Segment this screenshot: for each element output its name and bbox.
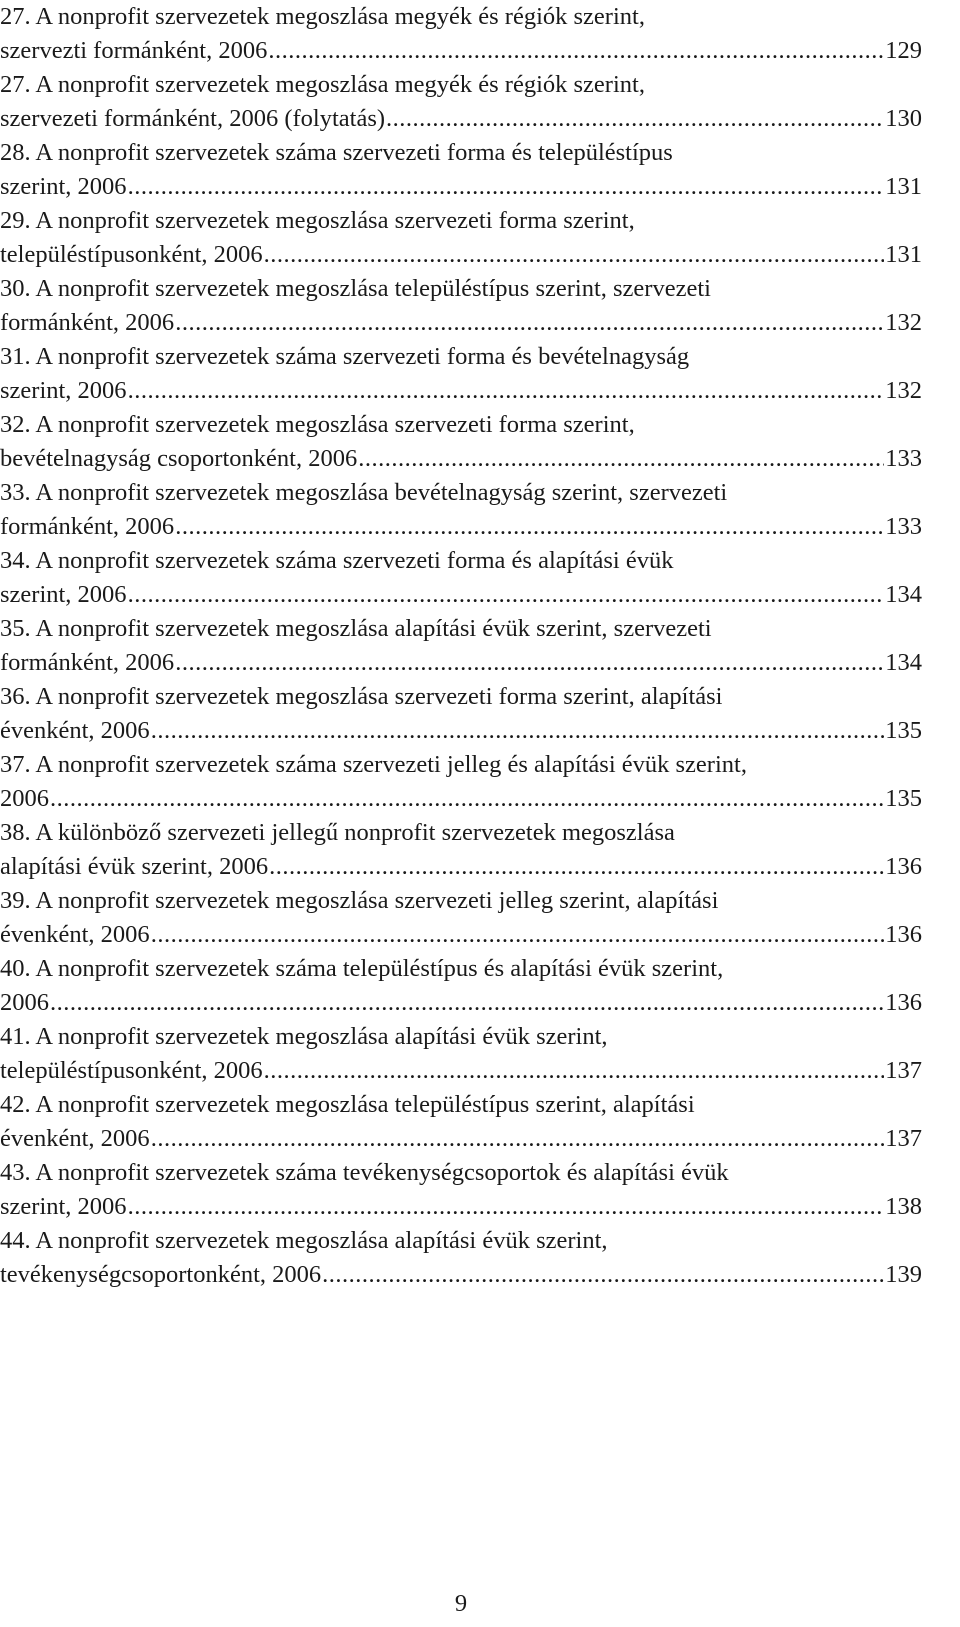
toc-entry-35[interactable] (0, 612, 922, 680)
toc-entry-31[interactable] (0, 340, 922, 408)
toc-entry-title: 44. A nonprofit szervezetek megoszlása alapítási évük szerint, (0, 1227, 608, 1254)
toc-entry-title-cont: alapítási évük szerint, 2006 (0, 853, 269, 880)
dot-leader (175, 306, 884, 340)
toc-entry-36[interactable] (0, 680, 922, 748)
dot-leader (264, 238, 885, 272)
dot-leader (128, 170, 885, 204)
toc-entry-title-cont: formánként, 2006 (0, 309, 175, 336)
toc-entry-37[interactable] (0, 748, 922, 816)
dot-leader (175, 646, 884, 680)
toc-entry-title: 28. A nonprofit szervezetek száma szervezeti forma és településtípus (0, 139, 673, 166)
toc-entry-42[interactable] (0, 1088, 922, 1156)
toc-entry-page: 135 (885, 717, 922, 744)
toc-entry-43[interactable] (0, 1156, 922, 1224)
toc-entry-title-cont: évenként, 2006 (0, 717, 150, 744)
dot-leader (175, 510, 884, 544)
toc-entry-title: 35. A nonprofit szervezetek megoszlása alapítási évük szerint, szervezeti (0, 615, 712, 642)
toc-entry-38[interactable] (0, 816, 922, 884)
toc-entry-page: 137 (885, 1125, 922, 1152)
toc-entry-page: 136 (885, 989, 922, 1016)
toc-entry-page: 133 (885, 445, 922, 472)
toc-entry-page: 131 (885, 241, 922, 268)
dot-leader (50, 782, 884, 816)
toc-entry-44[interactable] (0, 1224, 922, 1292)
toc-entry-title-cont: 2006 (0, 785, 49, 812)
toc-entry-title: 42. A nonprofit szervezetek megoszlása településtípus szerint, alapítási (0, 1091, 695, 1118)
toc-entry-page: 132 (885, 377, 922, 404)
toc-entry-title: 31. A nonprofit szervezetek száma szervezeti forma és bevételnagyság (0, 343, 690, 370)
toc-entry-title-cont: formánként, 2006 (0, 649, 175, 676)
toc-entry-page: 130 (885, 105, 922, 132)
dot-leader (358, 442, 884, 476)
toc-entry-title-cont: szerint, 2006 (0, 377, 127, 404)
toc-entry-29[interactable] (0, 204, 922, 272)
toc-entry-page: 136 (885, 853, 922, 880)
toc-entry-34[interactable] (0, 544, 922, 612)
toc-entry-page: 129 (885, 37, 922, 64)
dot-leader (322, 1258, 884, 1292)
toc-entry-32[interactable] (0, 408, 922, 476)
toc-entry-title-cont: 2006 (0, 989, 49, 1016)
dot-leader (386, 102, 884, 136)
dot-leader (269, 850, 884, 884)
toc-entry-title-cont: szerint, 2006 (0, 173, 127, 200)
dot-leader (151, 918, 885, 952)
toc-entry-page: 134 (885, 649, 922, 676)
toc-entry-39[interactable] (0, 884, 922, 952)
toc-entry-33[interactable] (0, 476, 922, 544)
toc-entry-28[interactable] (0, 136, 922, 204)
toc-entry-title-cont: évenként, 2006 (0, 921, 150, 948)
toc-entry-title-cont: bevételnagyság csoportonként, 2006 (0, 445, 358, 472)
toc-entry-title: 29. A nonprofit szervezetek megoszlása szervezeti forma szerint, (0, 207, 635, 234)
dot-leader (128, 578, 885, 612)
toc-entry-title: 30. A nonprofit szervezetek megoszlása településtípus szerint, szervezeti (0, 275, 711, 302)
toc-entry-page: 131 (885, 173, 922, 200)
toc-entry-title: 27. A nonprofit szervezetek megoszlása megyék és régiók szerint, (0, 71, 645, 98)
toc-entry-27a[interactable] (0, 0, 922, 68)
toc-entry-title: 33. A nonprofit szervezetek megoszlása bevételnagyság szerint, szervezeti (0, 479, 728, 506)
toc-entry-title: 34. A nonprofit szervezetek száma szervezeti forma és alapítási évük (0, 547, 674, 574)
toc-entry-title: 32. A nonprofit szervezetek megoszlása szervezeti forma szerint, (0, 411, 635, 438)
dot-leader (151, 714, 885, 748)
toc-entry-title: 41. A nonprofit szervezetek megoszlása alapítási évük szerint, (0, 1023, 608, 1050)
toc-entry-41[interactable] (0, 1020, 922, 1088)
dot-leader (264, 1054, 885, 1088)
toc-entry-title-cont: évenként, 2006 (0, 1125, 150, 1152)
toc-entry-title-cont: településtípusonként, 2006 (0, 241, 263, 268)
dot-leader (128, 374, 885, 408)
toc-entry-title-cont: tevékenységcsoportonként, 2006 (0, 1261, 322, 1288)
toc-entry-page: 134 (885, 581, 922, 608)
toc-entry-title: 39. A nonprofit szervezetek megoszlása szervezeti jelleg szerint, alapítási (0, 887, 719, 914)
toc-entry-title-cont: településtípusonként, 2006 (0, 1057, 263, 1084)
dot-leader (128, 1190, 885, 1224)
toc-entry-title: 36. A nonprofit szervezetek megoszlása szervezeti forma szerint, alapítási (0, 683, 723, 710)
toc-entry-page: 137 (885, 1057, 922, 1084)
dot-leader (151, 1122, 885, 1156)
toc-entry-title-cont: szervezti formánként, 2006 (0, 37, 268, 64)
toc-entry-title: 38. A különböző szervezeti jellegű nonprofit szervezetek megoszlása (0, 819, 675, 846)
toc-entry-title-cont: formánként, 2006 (0, 513, 175, 540)
page-number: 9 (454, 1590, 468, 1617)
toc-entry-title-cont: szervezeti formánként, 2006 (folytatás) (0, 105, 386, 132)
toc-entry-title: 43. A nonprofit szervezetek száma tevékenységcsoportok és alapítási évük (0, 1159, 729, 1186)
dot-leader (50, 986, 884, 1020)
toc-entry-title: 27. A nonprofit szervezetek megoszlása megyék és régiók szerint, (0, 3, 645, 30)
toc-entry-page: 133 (885, 513, 922, 540)
toc-entry-page: 138 (885, 1193, 922, 1220)
toc-entry-27b[interactable] (0, 68, 922, 136)
toc-entry-title: 37. A nonprofit szervezetek száma szervezeti jelleg és alapítási évük szerint, (0, 751, 747, 778)
toc-entry-page: 135 (885, 785, 922, 812)
toc-entry-40[interactable] (0, 952, 922, 1020)
toc-entry-page: 132 (885, 309, 922, 336)
toc-entry-title-cont: szerint, 2006 (0, 1193, 127, 1220)
toc-entry-30[interactable] (0, 272, 922, 340)
toc-entry-title: 40. A nonprofit szervezetek száma településtípus és alapítási évük szerint, (0, 955, 724, 982)
dot-leader (268, 34, 884, 68)
toc-entry-page: 136 (885, 921, 922, 948)
toc-entry-title-cont: szerint, 2006 (0, 581, 127, 608)
toc-entry-page: 139 (885, 1261, 922, 1288)
